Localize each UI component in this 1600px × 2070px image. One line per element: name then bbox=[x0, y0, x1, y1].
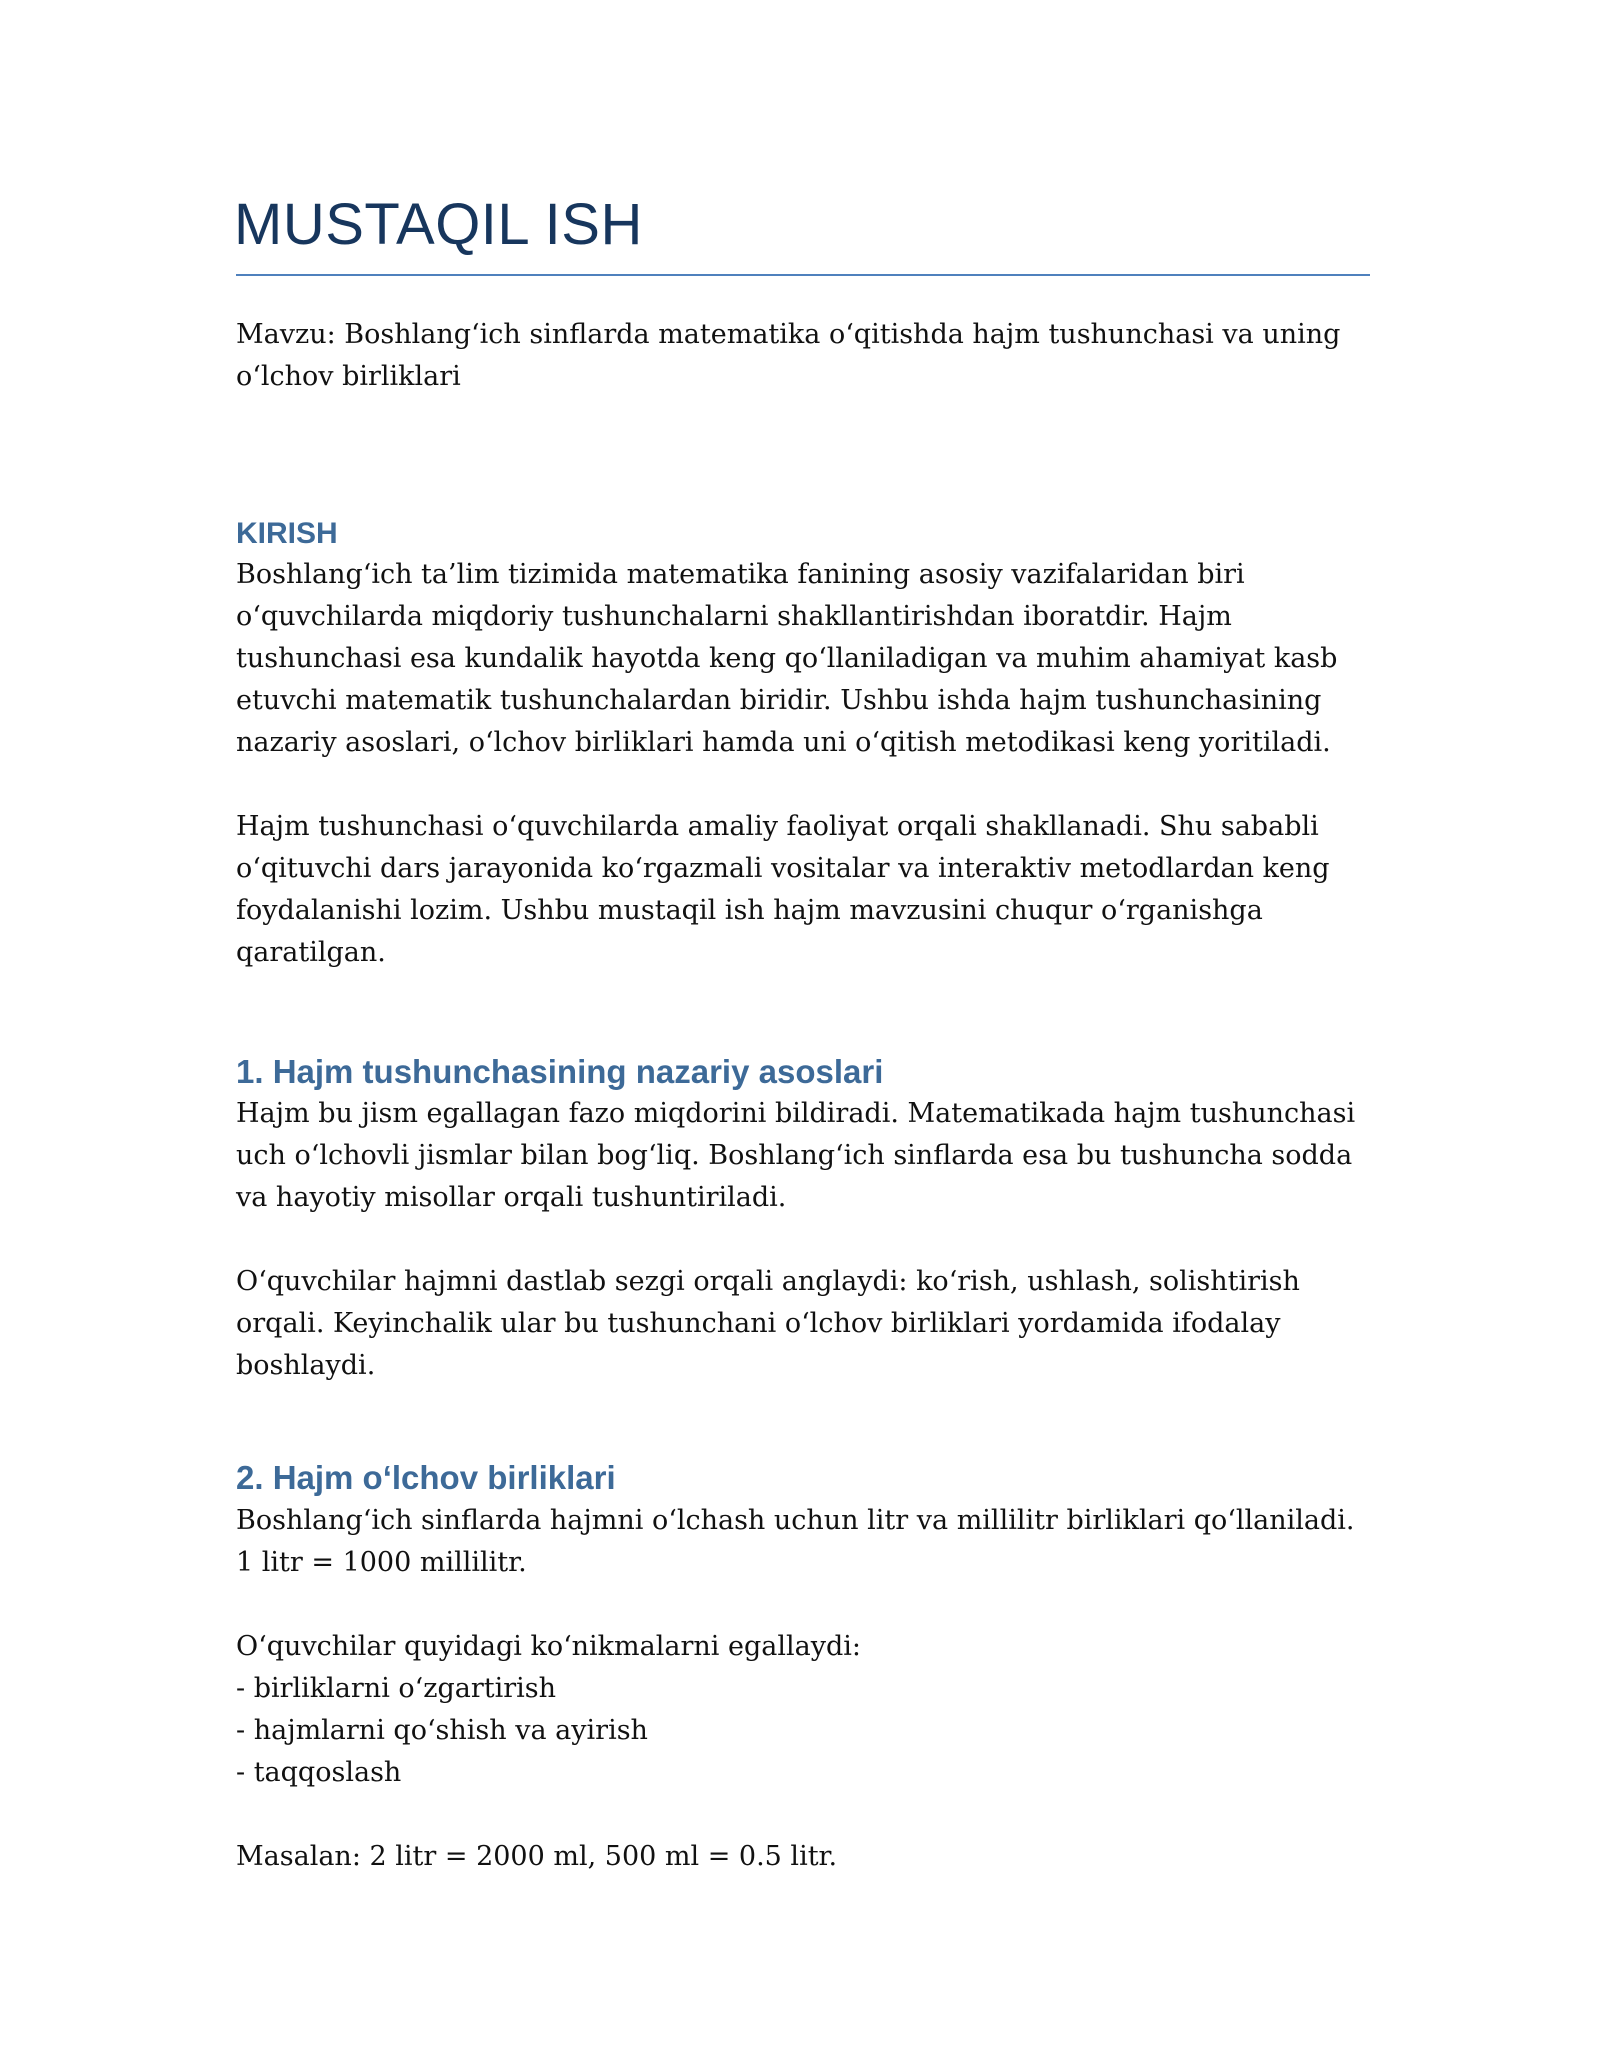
intro-paragraph-1: Boshlang‘ich ta’lim tizimida matematika fanining asosiy vazifalaridan biri o‘quvchilarda miqdoriy tushunchalarni shakllantirishdan iboratdir. Hajm tushunchasi esa kundalik hayotda keng qo‘llaniladigan va muhim ahamiyat kasb etuvchi matematik tushunchalardan biridir. Ushbu ishda hajm tushunchasining nazariy asoslari, o‘lchov birliklari hamda uni o‘qitish metodikasi keng yoritiladi. bbox=[236, 558, 1338, 758]
section2-paragraph-1: Boshlang‘ich sinflarda hajmni o‘lchash uchun litr va millilitr birliklari qo‘llaniladi. 1 litr = 1000 millilitr. bbox=[236, 1504, 1355, 1578]
title-underline bbox=[236, 274, 1370, 276]
intro-paragraph-2: Hajm tushunchasi o‘quvchilarda amaliy faoliyat orqali shakllanadi. Shu sababli o‘qituvchi dars jarayonida ko‘rgazmali vositalar va interaktiv metodlardan keng foydalanishi lozim. Ushbu mustaqil ish hajm mavzusini chuqur o‘rganishga qaratilgan. bbox=[236, 810, 1330, 968]
example-line: Masalan: 2 litr = 2000 ml, 500 ml = 0.5 litr. bbox=[236, 1840, 838, 1872]
skills-list-item: - birliklarni o‘zgartirish bbox=[236, 1672, 557, 1704]
section-heading-intro: KIRISH bbox=[236, 516, 338, 550]
skills-list-intro: O‘quvchilar quyidagi ko‘nikmalarni egallaydi: bbox=[236, 1630, 861, 1662]
document-title: MUSTAQIL ISH bbox=[234, 192, 643, 257]
section1-paragraph-2: O‘quvchilar hajmni dastlab sezgi orqali anglaydi: ko‘rish, ushlash, solishtirish orqali. Keyinchalik ular bu tushunchani o‘lchov birliklari yordamida ifodalay boshlaydi. bbox=[236, 1266, 1300, 1382]
section1-paragraph-1: Hajm bu jism egallagan fazo miqdorini bildiradi. Matematikada hajm tushunchasi uch o‘lchovli jismlar bilan bog‘liq. Boshlang‘ich sinflarda esa bu tushuncha sodda va hayotiy misollar orqali tushuntiriladi. bbox=[236, 1098, 1356, 1214]
section-heading-2: 2. Hajm o‘lchov birliklari bbox=[236, 1459, 616, 1497]
subject-line: Mavzu: Boshlang‘ich sinflarda matematika o‘qitishda hajm tushunchasi va uning o‘lchov birliklari bbox=[236, 318, 1341, 392]
section-heading-1: 1. Hajm tushunchasining nazariy asoslari bbox=[236, 1052, 884, 1090]
document-content bbox=[236, 190, 1376, 1878]
skills-list-item: - hajmlarni qo‘shish va ayirish bbox=[236, 1714, 648, 1746]
skills-list-item: - taqqoslash bbox=[236, 1756, 402, 1788]
